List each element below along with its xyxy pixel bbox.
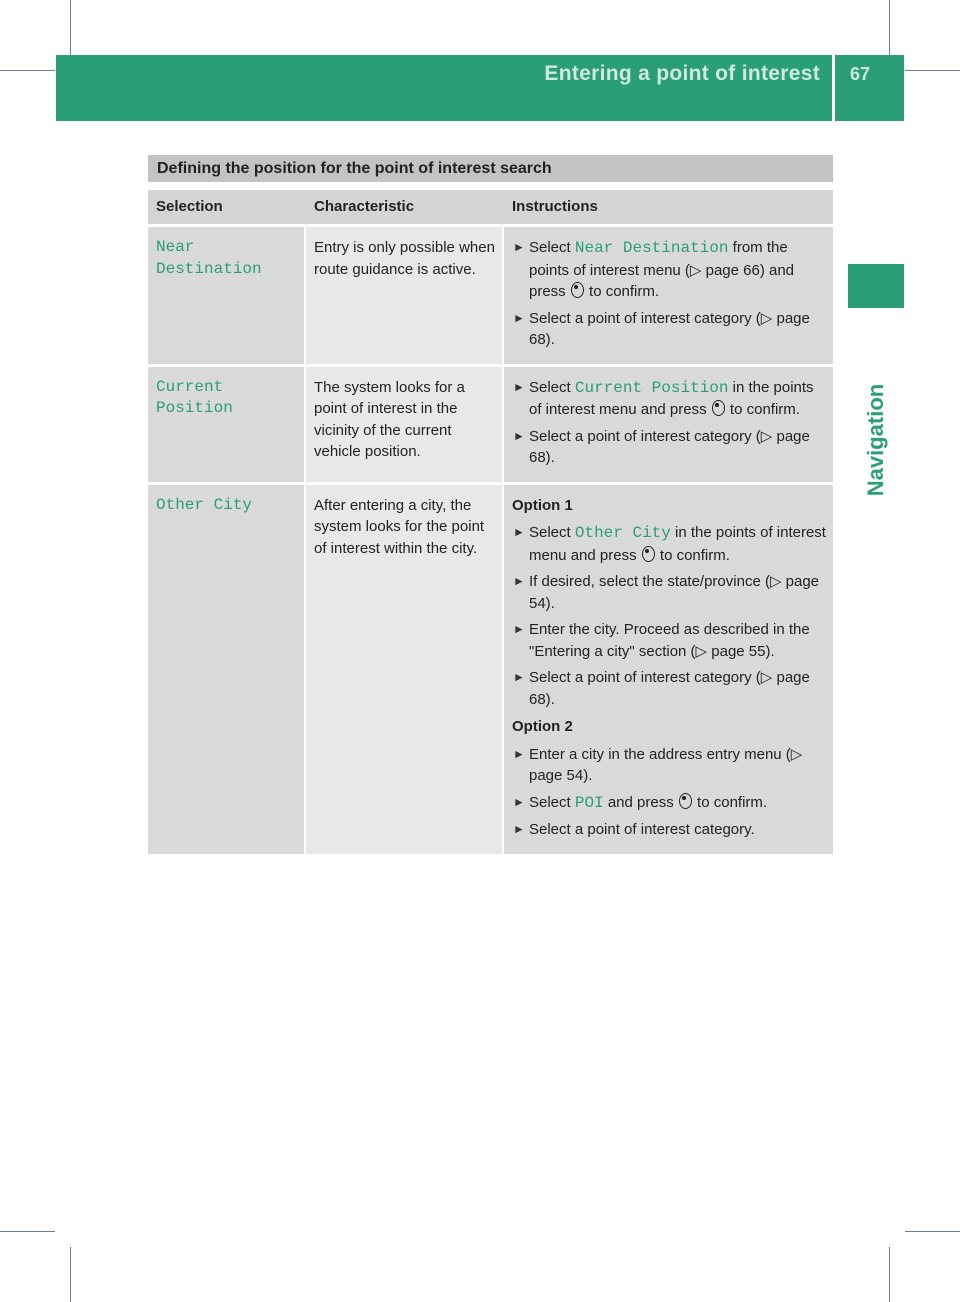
step-arrow-icon: ►	[513, 525, 525, 539]
instruction-step: ► Select a point of interest category (▷ page 68).	[513, 427, 810, 466]
step-arrow-icon: ►	[513, 822, 525, 836]
step-arrow-icon: ►	[513, 746, 525, 761]
instruction-step: ► Enter the city. Proceed as described in the "Entering a city" section (▷ page 55).	[513, 621, 810, 660]
table-row	[148, 367, 833, 485]
crop-mark	[0, 1231, 55, 1232]
menu-item-text: Current	[156, 377, 224, 396]
crop-mark	[889, 1247, 890, 1302]
instruction-step: ► Select a point of interest category (▷ page 68).	[513, 309, 810, 348]
column-header-characteristic: Characteristic	[306, 190, 504, 227]
table-row	[148, 227, 833, 367]
menu-item-text: Other City	[574, 524, 671, 542]
section-tab-label: Navigation	[863, 383, 888, 497]
instructions-cell	[504, 367, 833, 485]
step-arrow-icon: ►	[513, 574, 525, 588]
characteristic-cell: After entering a city, the system looks for the point of interest within the city.	[306, 485, 504, 854]
instruction-step: ► Select Other City in the points of interest menu and press to confirm.	[513, 524, 826, 564]
instruction-step: ► Select Near Destination from the points of interest menu (▷ page 66) and press to confirm.	[513, 239, 795, 300]
crop-mark	[0, 70, 55, 71]
page-number: 67	[850, 64, 871, 84]
instructions-cell	[504, 485, 833, 854]
selection-cell	[148, 227, 306, 367]
controller-press-icon	[712, 400, 725, 416]
crop-mark	[889, 0, 890, 55]
instructions-cell	[504, 227, 833, 367]
header-separator	[832, 55, 835, 121]
step-arrow-icon: ►	[513, 670, 525, 684]
poi-position-table	[148, 190, 833, 854]
section-tab-marker	[848, 264, 904, 308]
characteristic-cell: The system looks for a point of interest in the vicinity of the current vehicle position.	[306, 367, 504, 485]
step-arrow-icon: ►	[513, 240, 525, 254]
instruction-step: ► Select a point of interest category (▷ page 68).	[513, 669, 810, 708]
menu-item-text: Near	[156, 238, 195, 256]
table-header-row	[148, 190, 833, 227]
selection-cell	[148, 485, 306, 854]
step-arrow-icon: ►	[513, 379, 525, 394]
crop-mark	[70, 0, 71, 55]
instruction-step: ► Select Current Position in the points of interest menu and press to confirm.	[513, 378, 814, 418]
crop-mark	[905, 70, 960, 71]
option-heading: Option 2	[512, 718, 573, 735]
instruction-step: ► Enter a city in the address entry menu (▷ page 54).	[513, 745, 803, 784]
controller-press-icon	[642, 546, 655, 562]
crop-mark	[70, 1247, 71, 1302]
step-arrow-icon: ►	[513, 428, 525, 443]
menu-item-text: Other City	[156, 495, 253, 514]
instruction-step: ► Select POI and press to confirm.	[513, 793, 768, 812]
menu-item-text: Near Destination	[574, 239, 729, 257]
column-header-instructions: Instructions	[504, 190, 833, 227]
menu-item-text: Destination	[156, 259, 262, 278]
table-row	[148, 485, 833, 854]
menu-item-text: Current Position	[574, 378, 729, 397]
controller-press-icon	[571, 282, 584, 298]
instruction-step: ► If desired, select the state/province (▷ page 54).	[513, 573, 820, 612]
menu-item-text: POI	[574, 793, 604, 812]
step-arrow-icon: ►	[513, 310, 525, 325]
instruction-step: ► Select a point of interest category.	[512, 819, 826, 841]
step-arrow-icon: ►	[513, 622, 525, 636]
page-title: Entering a point of interest	[544, 62, 820, 85]
menu-item-text: Position	[156, 399, 233, 417]
controller-press-icon	[679, 793, 692, 809]
crop-mark	[905, 1231, 960, 1232]
characteristic-cell: Entry is only possible when route guidance is active.	[306, 227, 504, 367]
table-caption: Defining the position for the point of interest search	[148, 155, 833, 182]
step-arrow-icon: ►	[513, 794, 525, 809]
selection-cell	[148, 367, 306, 485]
option-heading: Option 1	[512, 496, 573, 514]
column-header-selection: Selection	[148, 190, 306, 227]
